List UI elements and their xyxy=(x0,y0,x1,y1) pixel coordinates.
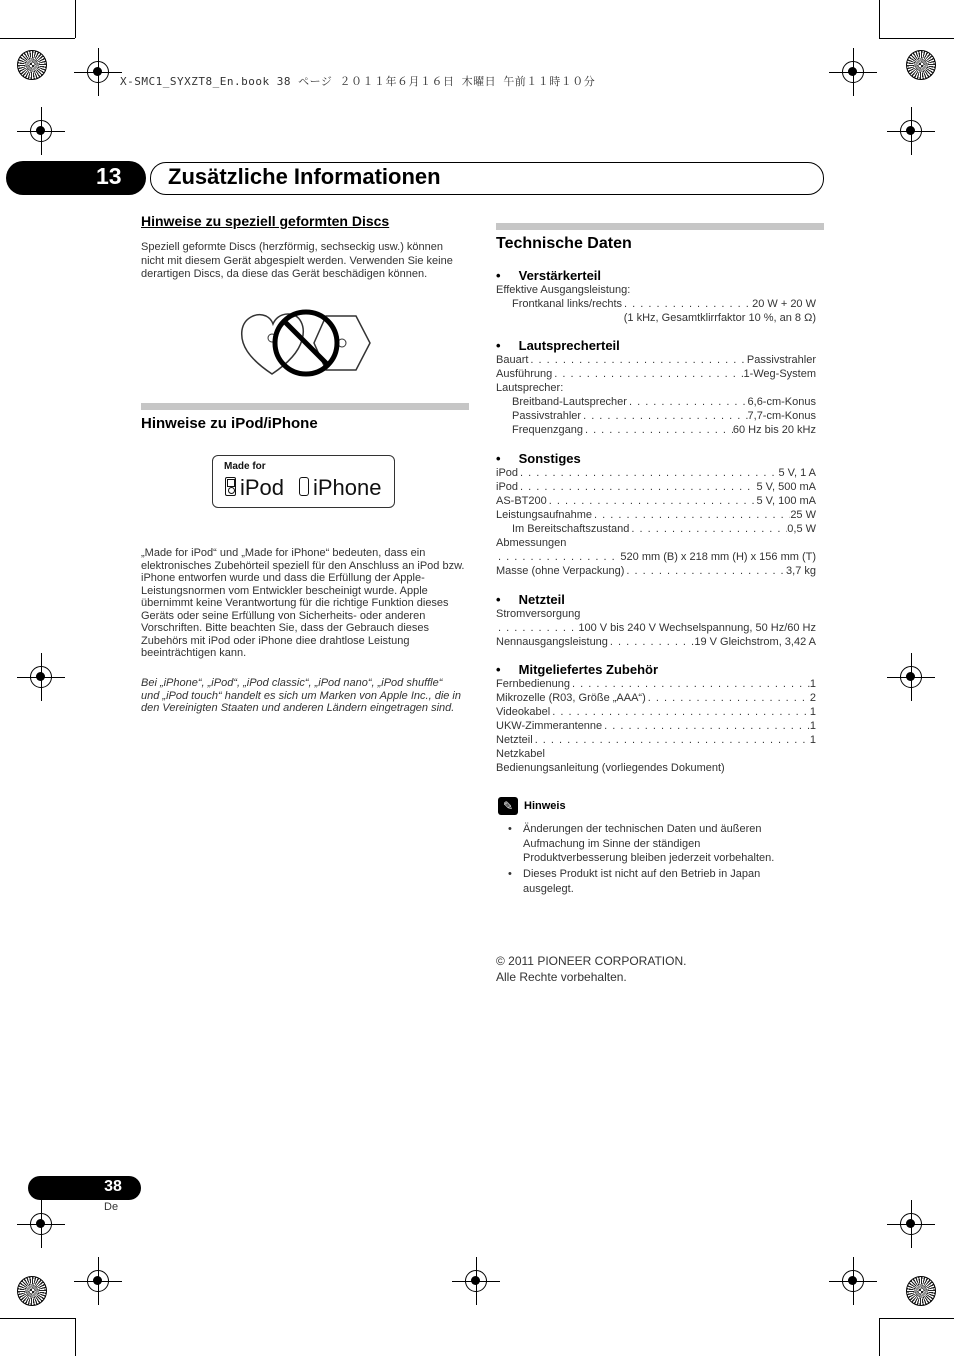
spec-misc xyxy=(496,451,816,578)
spec-row: Videokabel . . . 1 xyxy=(496,705,816,719)
crosshair-icon xyxy=(30,1213,52,1235)
spec-row: Im Bereitschaftszustand . . . 0,5 W xyxy=(496,522,816,536)
spec-section-title: • Verstärkerteil xyxy=(496,268,602,283)
spec-line: Bedienungsanleitung (vorliegendes Dokument) xyxy=(496,762,725,774)
crosshair-icon xyxy=(87,1270,109,1292)
note-box xyxy=(498,797,566,815)
spec-row: . . . 520 mm (B) x 218 mm (H) x 156 mm (T) xyxy=(496,550,816,564)
spec-row: Ausführung . . . 1-Weg-System xyxy=(496,367,816,381)
spec-row: Mikrozelle (R03, Größe „AAA“) . . . 2 xyxy=(496,691,816,705)
ipod-text: „Made for iPod“ und „Made for iPhone“ bedeuten, dass ein elektronisches Zubehörteil speziell für den Anschluss an iPod bzw. iPhone entworfen wurde und dass die Erfüllung der Apple-Leistungsnormen vom Entwickler bescheinigt wurde. Apple übernimmt keine Verantwortung für die richtige Funktion dieses Geräts oder seine Erfüllung von Sicherheits- oder anderen Vorschriften. Bitte beachten Sie, dass der Gebrauch dieses Zubehörs mit iPod oder iPhone diee drahtlose Leistung beeinträchtigen kann. xyxy=(141,547,465,659)
spec-line: Abmessungen xyxy=(496,537,567,549)
spec-row: Netzteil . . . 1 xyxy=(496,733,816,747)
print-header: X-SMC1_SYXZT8_En.book 38 ページ ２０１１年６月１６日 木曜日 午前１１時１０分 xyxy=(120,75,596,88)
spec-row: Frontkanal links/rechts . . . 20 W + 20 W xyxy=(496,297,816,311)
crosshair-icon xyxy=(900,666,922,688)
specs-heading: Technische Daten xyxy=(496,235,632,252)
pencil-note-icon: ✎ xyxy=(498,797,518,815)
note-item: • Dieses Produkt ist nicht auf den Betrieb in Japan ausgelegt. xyxy=(508,868,761,895)
crosshair-icon xyxy=(465,1270,487,1292)
language-code: De xyxy=(104,1201,119,1213)
spec-row: Leistungsaufnahme . . . 25 W xyxy=(496,508,816,522)
spec-row: iPod . . . 5 V, 1 A xyxy=(496,466,816,480)
spec-line: Effektive Ausgangsleistung: xyxy=(496,284,631,296)
discs-heading: Hinweise zu speziell geformten Discs xyxy=(141,213,390,229)
spec-line: Netzkabel xyxy=(496,748,545,760)
spec-row: . . . 100 V bis 240 V Wechselspannung, 50 Hz/60 Hz xyxy=(496,621,816,635)
spec-row: AS-BT200 . . . 5 V, 100 mA xyxy=(496,494,816,508)
note-title: Hinweis xyxy=(524,800,566,812)
ipod-trademark: Bei „iPhone“, „iPod“, „iPod classic“, „iPod nano“, „iPod shuffle“ und „iPod touch“ handelt es sich um Marken von Apple Inc., die in den Vereinigten Staaten und anderen Ländern eingetragen sind. xyxy=(141,677,461,714)
copyright-line: Alle Rechte vorbehalten. xyxy=(496,970,627,984)
no-shaped-discs-icon xyxy=(238,308,374,378)
spec-accessories xyxy=(496,662,816,775)
spec-section-title: • Lautsprecherteil xyxy=(496,338,620,353)
crosshair-icon xyxy=(30,120,52,142)
crosshair-icon xyxy=(842,1270,864,1292)
copyright xyxy=(496,953,686,985)
page-number: 38 xyxy=(104,1178,122,1195)
registration-star-icon xyxy=(906,1276,936,1306)
discs-text: Speziell geformte Discs (herzförmig, sechseckig usw.) können nicht mit diesem Gerät abgespielt werden. Verwenden Sie keine derartigen Discs, da diese das Gerät beschädigen können. xyxy=(141,241,453,280)
chapter-number: 13 xyxy=(96,163,122,189)
spec-row: Nennausgangsleistung . . . 19 V Gleichstrom, 3,42 A xyxy=(496,635,816,649)
iphone-wordmark: iPhone xyxy=(313,475,382,500)
spec-row: Passivstrahler . . . 7,7-cm-Konus xyxy=(496,409,816,423)
spec-row: Breitband-Lautsprecher . . . 6,6-cm-Konus xyxy=(496,395,816,409)
crosshair-icon xyxy=(842,61,864,83)
crosshair-icon xyxy=(900,120,922,142)
spec-line: Lautsprecher: xyxy=(496,382,564,394)
section-divider xyxy=(141,403,469,410)
note-item: • Änderungen der technischen Daten und äußeren Aufmachung im Sinne der ständigen Produktverbesserung bleiben jederzeit vorbehalten. xyxy=(508,823,775,864)
crosshair-icon xyxy=(900,1213,922,1235)
spec-section-title: • Sonstiges xyxy=(496,451,581,466)
copyright-line: © 2011 PIONEER CORPORATION. xyxy=(496,954,687,968)
crosshair-icon xyxy=(30,666,52,688)
ipod-heading: Hinweise zu iPod/iPhone xyxy=(141,415,318,432)
registration-star-icon xyxy=(17,1276,47,1306)
made-for-ipod-iphone-logo xyxy=(212,455,395,508)
spec-note: (1 kHz, Gesamtklirrfaktor 10 %, an 8 Ω) xyxy=(623,312,816,324)
spec-power xyxy=(496,592,816,649)
spec-row: Frequenzgang . . . 60 Hz bis 20 kHz xyxy=(496,423,816,437)
spec-section-title: • Mitgeliefertes Zubehör xyxy=(496,662,659,677)
ipod-device-icon xyxy=(225,477,236,496)
section-divider xyxy=(496,223,824,230)
spec-speaker xyxy=(496,338,816,437)
spec-row: Masse (ohne Verpackung) . . . 3,7 kg xyxy=(496,564,816,578)
registration-star-icon xyxy=(906,50,936,80)
spec-line: Stromversorgung xyxy=(496,608,581,620)
spec-row: Fernbedienung . . . 1 xyxy=(496,677,816,691)
spec-amp xyxy=(496,268,816,325)
page-title: Zusätzliche Informationen xyxy=(168,164,441,189)
spec-row: Bauart . . . Passivstrahler xyxy=(496,353,816,367)
iphone-device-icon xyxy=(299,477,309,496)
spec-section-title: • Netzteil xyxy=(496,592,565,607)
spec-row: iPod . . . 5 V, 500 mA xyxy=(496,480,816,494)
ipod-wordmark: iPod xyxy=(240,475,285,500)
crosshair-icon xyxy=(87,61,109,83)
registration-star-icon xyxy=(17,50,47,80)
made-for-label: Made for xyxy=(224,461,266,472)
spec-row: UKW-Zimmerantenne . . . 1 xyxy=(496,719,816,733)
